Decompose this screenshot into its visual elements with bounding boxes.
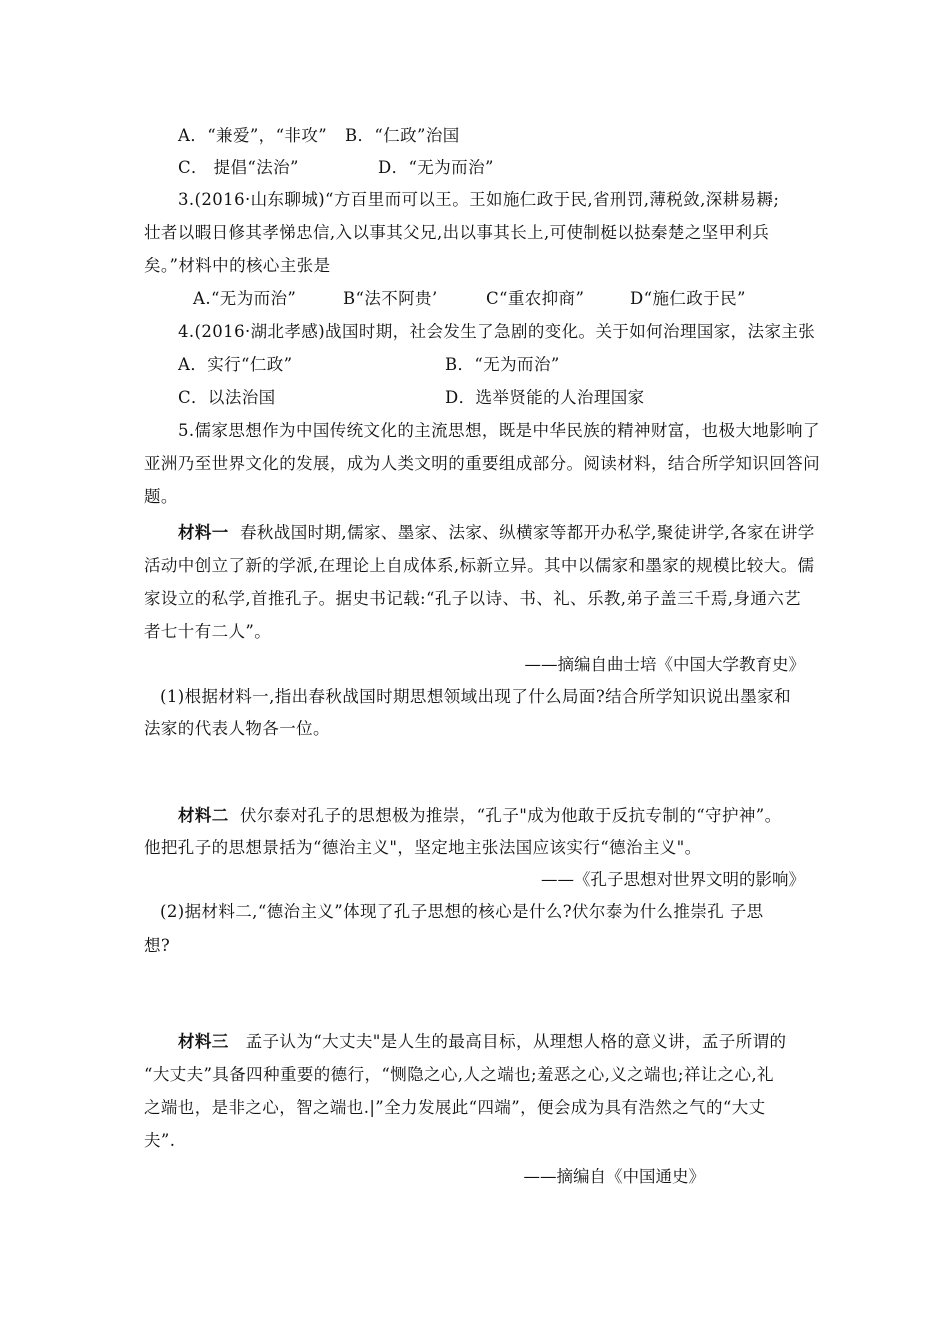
q4-line-1: 4.(2016·湖北孝感)战国时期，社会发生了急剧的变化。关于如何治理国家，法家主张 [178, 322, 816, 341]
material-2-line-2: 他把孔子的思想景括为“德治主义"，坚定地主张法国应该实行“德治主义"。 [144, 838, 702, 857]
material-3-line-4: 夫”. [144, 1131, 176, 1150]
q4-option-b: B．“无为而治” [445, 355, 560, 374]
q5-line-2: 亚洲乃至世界文化的发展，成为人类文明的重要组成部分。阅读材料，结合所学知识回答问 [144, 454, 820, 473]
sub-question-1-line-1: (1)根据材料一,指出春秋战国时期思想领域出现了什么局面?结合所学知识说出墨家和 [160, 687, 791, 706]
material-3-source: ——摘编自《中国通史》 [523, 1167, 705, 1186]
material-3-line-3: 之端也，是非之心，智之端也.|”全力发展此“四端”，便会成为具有浩然之气的“大丈 [144, 1098, 766, 1117]
q2-option-d: D．“无为而治” [378, 158, 494, 177]
material-1-first-line [178, 521, 815, 545]
material-1-line-2: 活动中创立了新的学派,在理论上自成体系,标新立异。其中以儒家和墨家的规模比较大。儒 [144, 556, 815, 575]
material-1-line-1: 春秋战国时期,儒家、墨家、法家、纵横家等都开办私学,聚徒讲学,各家在讲学 [240, 523, 815, 542]
q3-line-3: 矣。”材料中的核心主张是 [144, 256, 331, 275]
sub-question-2-line-1: (2)据材料二,“德治主义”体现了孔子思想的核心是什么?伏尔泰为什么推崇孔 子思 [160, 902, 764, 921]
sub-question-1-line-2: 法家的代表人物各一位。 [144, 719, 330, 738]
q3-line-1: 3.(2016·山东聊城)“方百里而可以王。王如施仁政于民,省刑罚,薄税敛,深耕易耨; [178, 190, 780, 209]
q4-option-d: D．选举贤能的人治理国家 [445, 388, 645, 407]
material-3-first-line [178, 1030, 786, 1054]
q2-option-b: B．“仁政”治国 [345, 126, 460, 145]
q3-option-a: A.“无为而治” [193, 289, 297, 308]
material-2-label: 材料二 [178, 806, 229, 825]
material-3-line-1: 孟子认为“大丈夫"是人生的最高目标，从理想人格的意义讲，孟子所谓的 [245, 1032, 787, 1051]
material-2-first-line [178, 804, 782, 828]
q2-option-a: A．“兼爱”，“非攻” [178, 126, 328, 145]
material-1-line-3: 家设立的私学,首推孔子。据史书记载:“孔子以诗、书、礼、乐教,弟子盖三千焉,身通六艺 [144, 589, 802, 608]
q5-line-3: 题。 [144, 487, 178, 506]
q3-line-2: 壮者以暇日修其孝悌忠信,入以事其父兄,出以事其长上,可使制梃以挞秦楚之坚甲利兵 [144, 223, 770, 242]
material-1-label: 材料一 [178, 523, 229, 542]
material-1-source: ——摘编自曲士培《中国大学教育史》 [524, 655, 805, 674]
material-2-line-1: 伏尔泰对孔子的思想极为推崇，“孔子"成为他敢于反抗专制的“守护神”。 [240, 806, 782, 825]
q3-option-c: C“重农抑商” [486, 289, 585, 308]
material-1-line-4: 者七十有二人”。 [144, 622, 272, 641]
material-3-line-2: “大丈夫”具备四种重要的德行，“恻隐之心,人之端也;羞恶之心,义之端也;祥让之心,礼 [144, 1065, 774, 1084]
q2-option-c: C． 提倡“法治” [178, 158, 299, 177]
q4-option-a: A．实行“仁政” [178, 355, 293, 374]
sub-question-2-line-2: 想? [144, 936, 171, 955]
material-3-label: 材料三 [178, 1032, 229, 1051]
q3-option-b: B“法不阿贵’ [343, 289, 438, 308]
q4-option-c: C．以法治国 [178, 388, 276, 407]
q3-option-d: D“施仁政于民” [630, 289, 746, 308]
q5-line-1: 5.儒家思想作为中国传统文化的主流思想，既是中华民族的精神财富，也极大地影响了 [178, 421, 820, 440]
material-2-source: ——《孔子思想对世界文明的影响》 [541, 870, 805, 889]
